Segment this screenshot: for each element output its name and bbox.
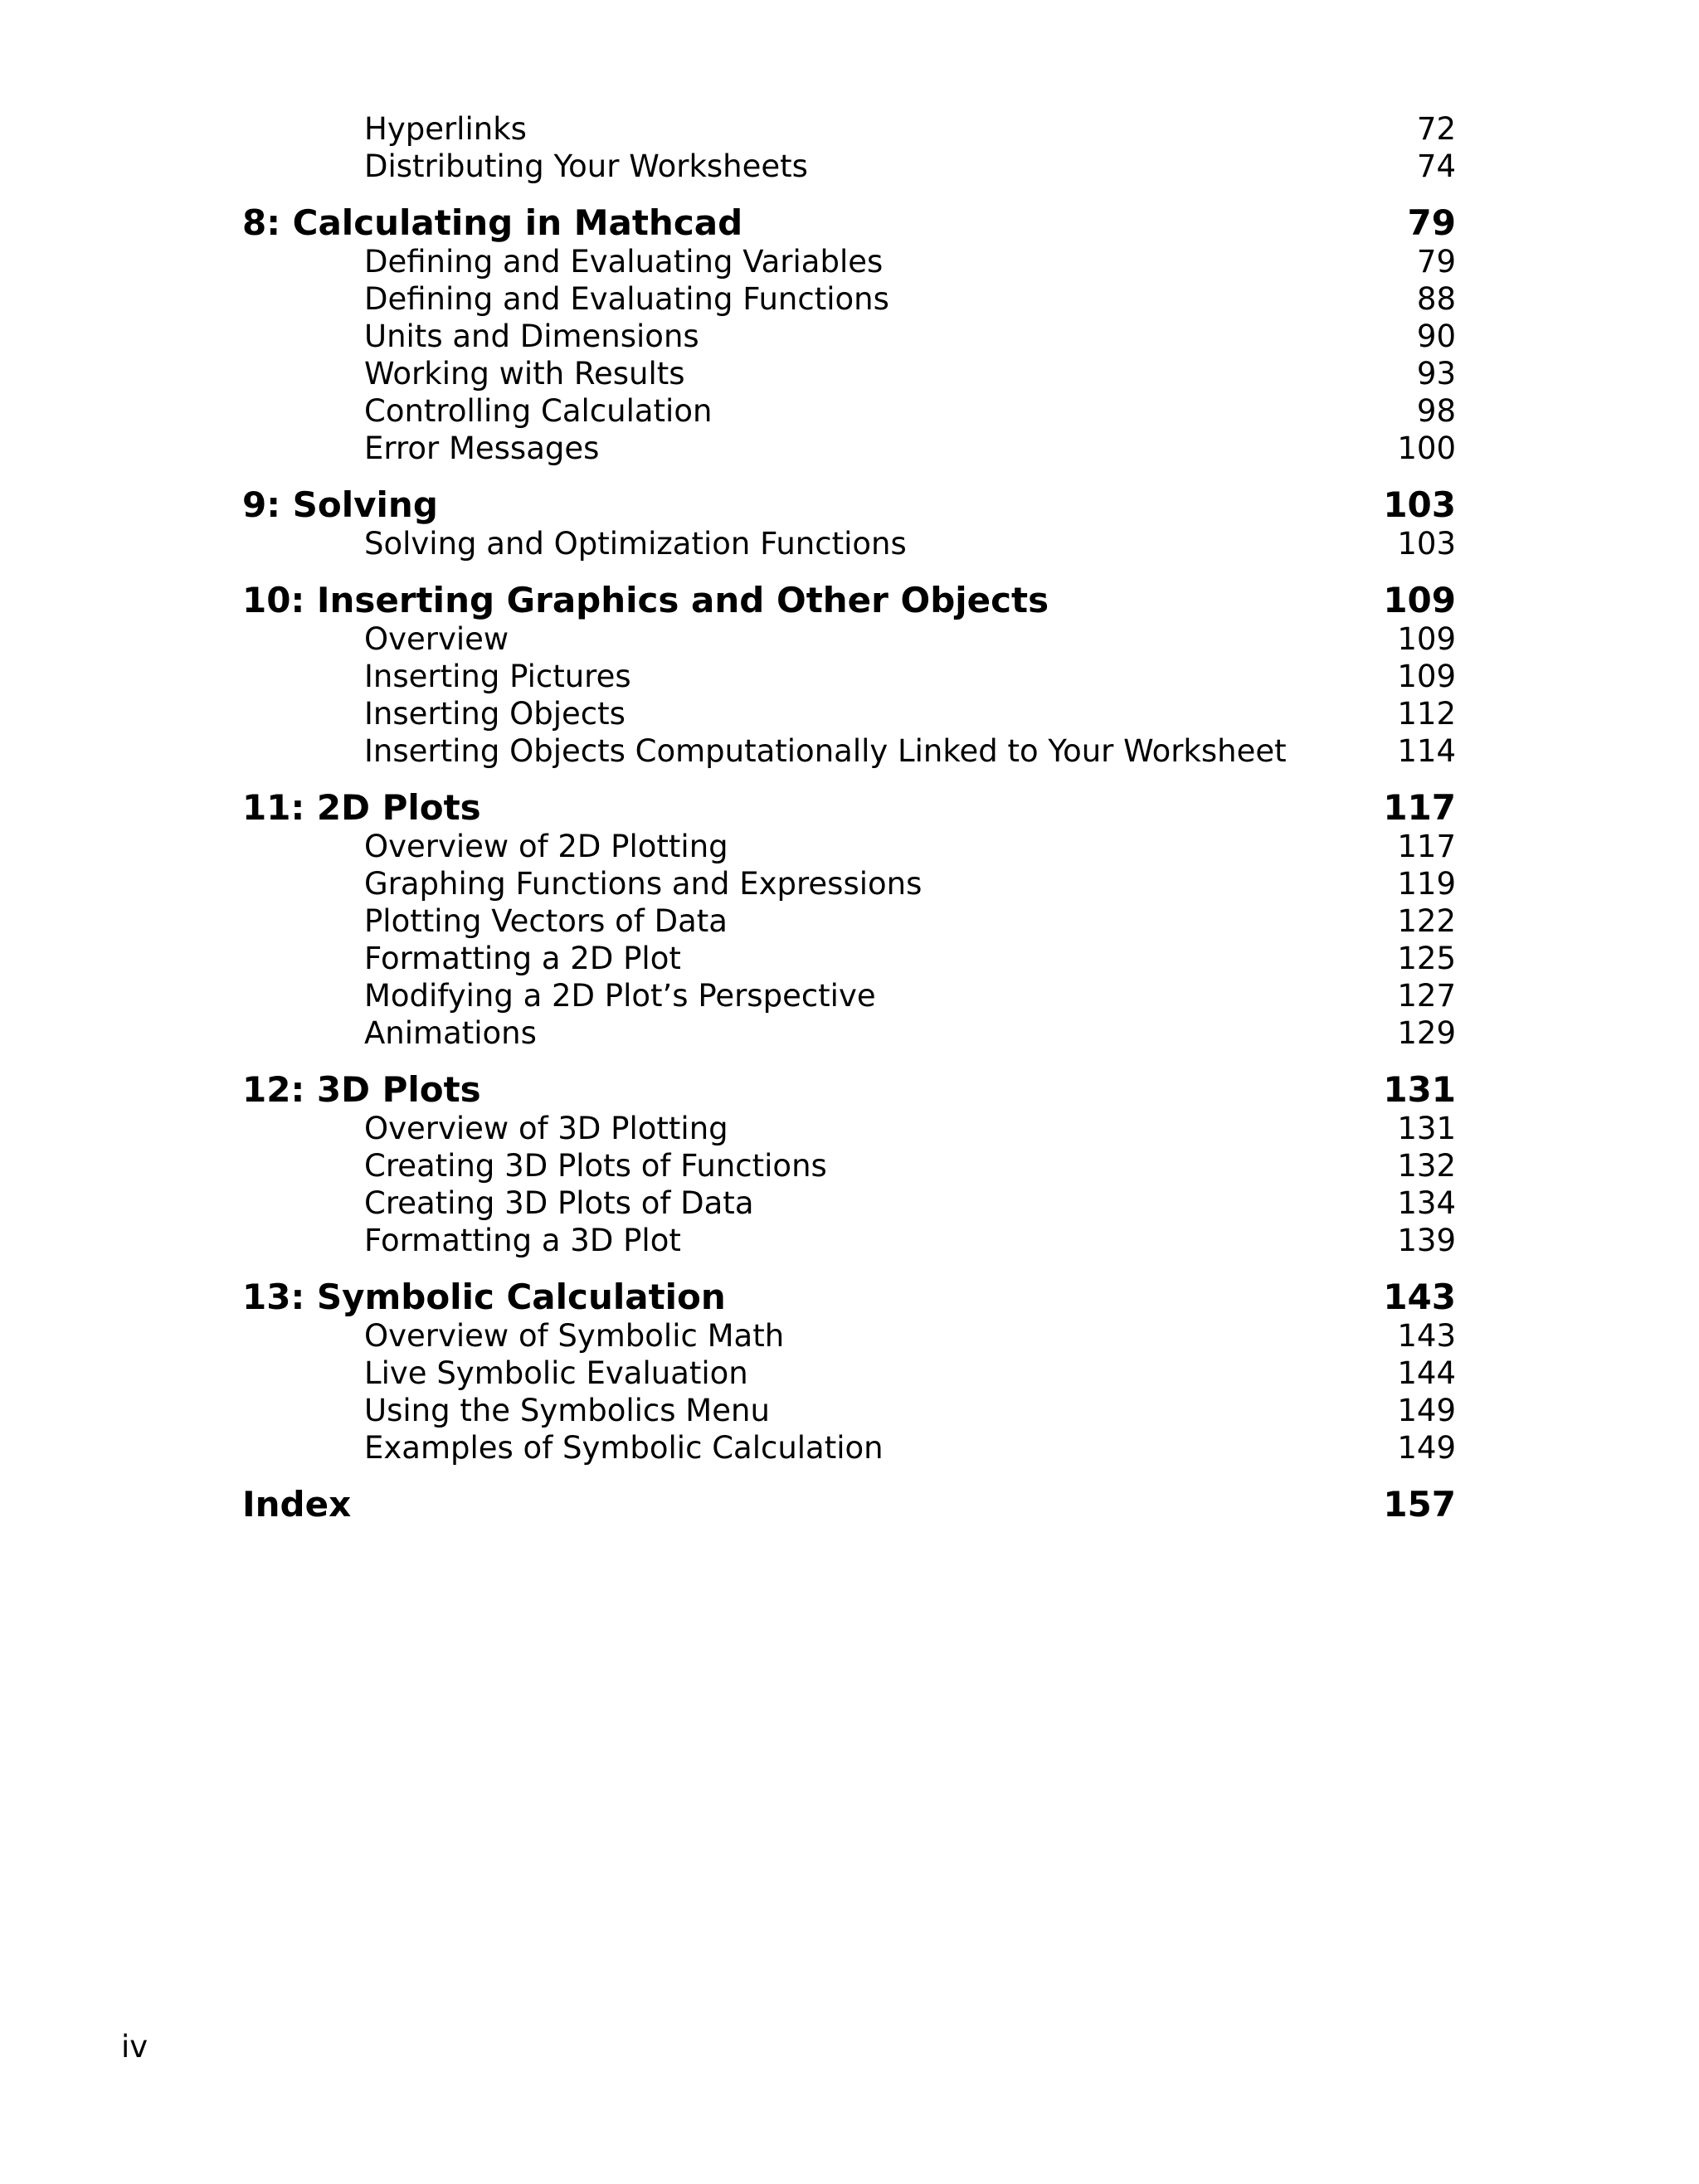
toc-chapter-title: Index (242, 1484, 352, 1525)
toc-entry (242, 828, 1456, 865)
toc-chapter-page: 103 (1383, 484, 1456, 525)
toc-entry-title: Using the Symbolics Menu (364, 1393, 770, 1428)
toc-entry (242, 732, 1456, 770)
toc-entry-title: Working with Results (364, 356, 685, 392)
toc-entry (242, 1429, 1456, 1467)
toc-entry-title: Hyperlinks (364, 111, 527, 147)
toc-entry-title: Graphing Functions and Expressions (364, 866, 923, 902)
toc-entry-page: 100 (1397, 430, 1456, 466)
toc-entry-page: 112 (1397, 696, 1456, 732)
table-of-contents (242, 110, 1456, 1525)
toc-chapter-title: 9: Solving (242, 484, 438, 525)
toc-entry-page: 149 (1397, 1430, 1456, 1466)
toc-chapter-page: 79 (1407, 202, 1456, 243)
toc-entry (242, 1184, 1456, 1222)
toc-entry-title: Formatting a 3D Plot (364, 1223, 681, 1258)
toc-entry-page: 139 (1397, 1223, 1456, 1258)
toc-entry-title: Plotting Vectors of Data (364, 903, 728, 939)
toc-entry (242, 110, 1456, 148)
toc-entry-title: Overview of 3D Plotting (364, 1111, 728, 1146)
toc-entry (242, 430, 1456, 467)
toc-entry-page: 132 (1397, 1148, 1456, 1184)
toc-entry-title: Inserting Pictures (364, 659, 631, 694)
toc-entry-title: Examples of Symbolic Calculation (364, 1430, 884, 1466)
toc-entry (242, 977, 1456, 1014)
toc-entry (242, 392, 1456, 430)
toc-chapter (242, 203, 1456, 243)
toc-entry-title: Overview of 2D Plotting (364, 829, 728, 864)
toc-entry-title: Controlling Calculation (364, 393, 713, 429)
toc-entry-title: Animations (364, 1015, 537, 1051)
toc-entry-title: Creating 3D Plots of Data (364, 1185, 754, 1221)
toc-entry-page: 103 (1397, 526, 1456, 562)
toc-entry-title: Solving and Optimization Functions (364, 526, 907, 562)
toc-chapter-page: 117 (1383, 787, 1456, 828)
toc-entry-page: 144 (1397, 1355, 1456, 1391)
toc-chapter-title: 8: Calculating in Mathcad (242, 202, 743, 243)
toc-chapter-title: 10: Inserting Graphics and Other Objects (242, 580, 1049, 620)
toc-entry-title: Units and Dimensions (364, 319, 699, 354)
toc-entry-title: Overview of Symbolic Math (364, 1318, 785, 1354)
toc-entry (242, 620, 1456, 658)
toc-entry-page: 109 (1397, 659, 1456, 694)
toc-entry-page: 149 (1397, 1393, 1456, 1428)
toc-entry-page: 134 (1397, 1185, 1456, 1221)
toc-entry (242, 1147, 1456, 1184)
toc-chapter-page: 109 (1383, 580, 1456, 620)
toc-chapter (242, 485, 1456, 525)
toc-entry-title: Defining and Evaluating Variables (364, 244, 884, 280)
toc-entry (242, 1392, 1456, 1429)
toc-entry (242, 865, 1456, 902)
toc-entry-page: 74 (1416, 148, 1456, 184)
toc-entry (242, 525, 1456, 562)
toc-entry-title: Live Symbolic Evaluation (364, 1355, 748, 1391)
toc-entry-title: Inserting Objects (364, 696, 626, 732)
toc-entry-page: 131 (1397, 1111, 1456, 1146)
toc-entry (242, 148, 1456, 185)
toc-entry-page: 127 (1397, 978, 1456, 1014)
page-number: iv (121, 2029, 148, 2065)
toc-entry-page: 122 (1397, 903, 1456, 939)
toc-chapter-page: 131 (1383, 1069, 1456, 1110)
toc-entry-title: Formatting a 2D Plot (364, 941, 681, 976)
toc-chapter (242, 1070, 1456, 1110)
toc-entry (242, 318, 1456, 355)
toc-entry (242, 1110, 1456, 1147)
toc-entry-page: 117 (1397, 829, 1456, 864)
toc-entry-title: Error Messages (364, 430, 600, 466)
toc-entry-page: 129 (1397, 1015, 1456, 1051)
toc-chapter (242, 788, 1456, 828)
toc-entry (242, 902, 1456, 940)
toc-chapter (242, 581, 1456, 620)
toc-entry (242, 695, 1456, 732)
toc-entry-page: 114 (1397, 733, 1456, 769)
toc-entry (242, 658, 1456, 695)
toc-entry-title: Inserting Objects Computationally Linked to Your Worksheet (364, 733, 1287, 769)
toc-entry-title: Overview (364, 621, 509, 657)
toc-entry-page: 93 (1416, 356, 1456, 392)
toc-entry-page: 79 (1416, 244, 1456, 280)
toc-entry-page: 72 (1416, 111, 1456, 147)
toc-chapter-title: 11: 2D Plots (242, 787, 481, 828)
toc-entry-title: Distributing Your Worksheets (364, 148, 808, 184)
toc-chapter-page: 157 (1383, 1484, 1456, 1525)
toc-entry (242, 1222, 1456, 1259)
toc-entry-title: Defining and Evaluating Functions (364, 281, 889, 317)
toc-chapter (242, 1277, 1456, 1317)
toc-entry (242, 355, 1456, 392)
toc-entry-page: 125 (1397, 941, 1456, 976)
toc-entry (242, 940, 1456, 977)
toc-entry-page: 90 (1416, 319, 1456, 354)
toc-chapter-title: 13: Symbolic Calculation (242, 1277, 726, 1317)
toc-entry (242, 1355, 1456, 1392)
toc-entry-page: 143 (1397, 1318, 1456, 1354)
toc-entry (242, 280, 1456, 318)
toc-chapter-page: 143 (1383, 1277, 1456, 1317)
toc-entry-title: Creating 3D Plots of Functions (364, 1148, 827, 1184)
toc-entry (242, 1014, 1456, 1052)
toc-entry-page: 98 (1416, 393, 1456, 429)
toc-chapter-index (242, 1485, 1456, 1525)
toc-entry-page: 119 (1397, 866, 1456, 902)
toc-entry (242, 1317, 1456, 1355)
toc-entry-page: 109 (1397, 621, 1456, 657)
toc-chapter-title: 12: 3D Plots (242, 1069, 481, 1110)
toc-entry (242, 243, 1456, 280)
toc-entry-page: 88 (1416, 281, 1456, 317)
toc-entry-title: Modifying a 2D Plot’s Perspective (364, 978, 876, 1014)
